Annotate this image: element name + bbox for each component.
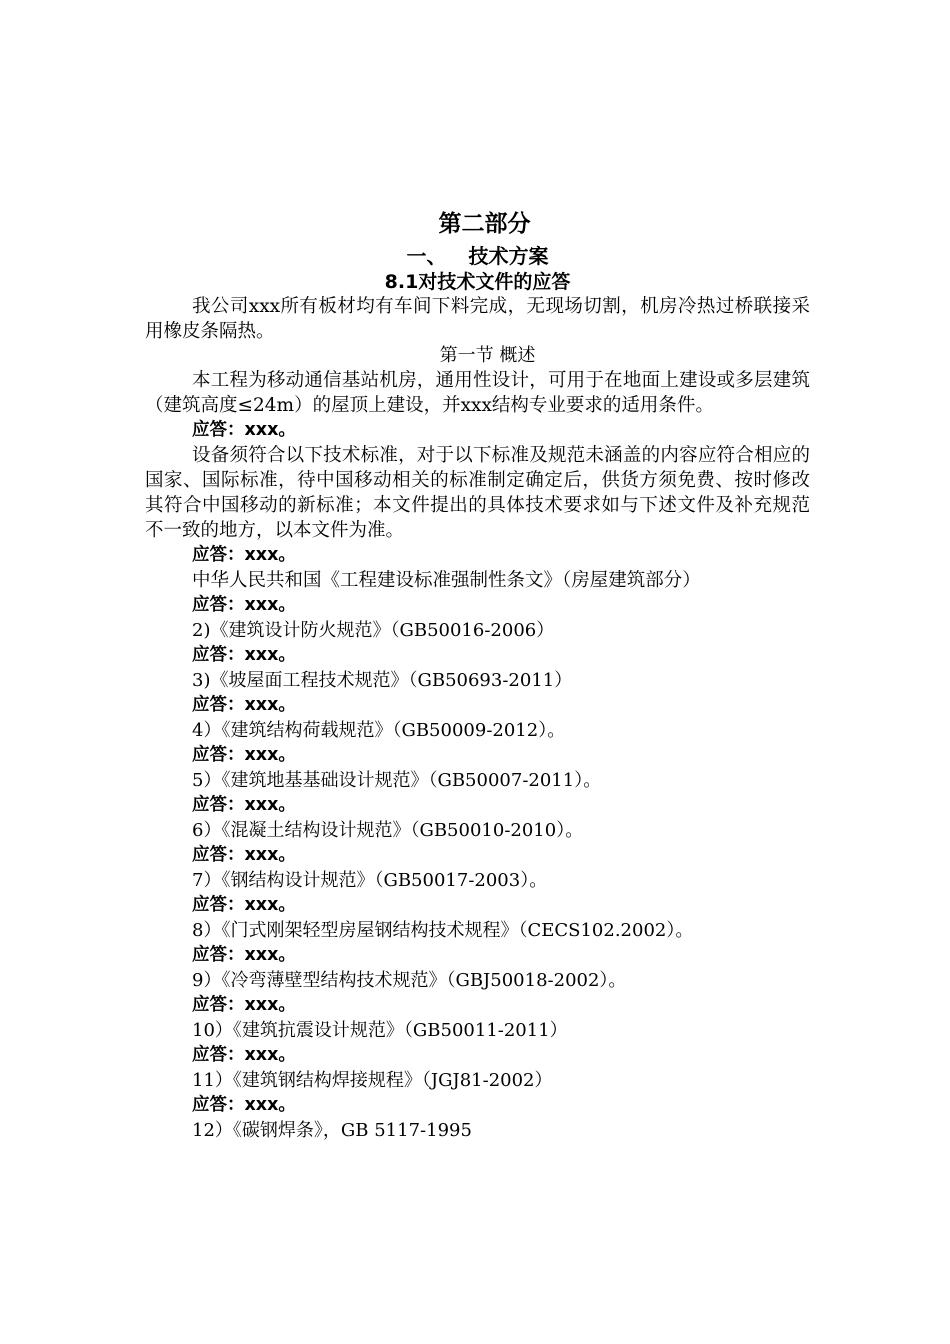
standard-item: 2)《建筑设计防火规范》（GB50016-2006）: [192, 620, 555, 641]
node-title: 第一节 概述: [439, 345, 536, 366]
intro-paragraph: 我公司xxx所有板材均有车间下料完成，无现场切割，机房冷热过桥联接采用橡皮条隔热。: [145, 296, 810, 342]
standard-item: 6）《混凝土结构设计规范》（GB50010-2010）。: [192, 820, 584, 841]
mandatory-provisions-paragraph: 中华人民共和国《工程建设标准强制性条文》（房屋建筑部分）: [192, 570, 701, 591]
answer-line: 应答：xxx。: [192, 895, 296, 915]
answer-line: 应答：xxx。: [192, 645, 296, 665]
answer-line: 应答：xxx。: [192, 595, 296, 615]
answer-line: 应答：xxx。: [192, 1095, 296, 1115]
answer-line: 应答：xxx。: [192, 795, 296, 815]
standards-paragraph: 设备须符合以下技术标准，对于以下标准及规范未涵盖的内容应符合相应的国家、国际标准，待中国移动相关的标准制定确定后，供货方须免费、按时修改其符合中国移动的新标准；本文件提出的具体技术要求如与下述文件及补充规范不一致的地方，以本文件为准。: [145, 445, 810, 541]
standard-item: 5）《建筑地基基础设计规范》（GB50007-2011）。: [192, 770, 602, 791]
document-body: [145, 206, 810, 1143]
standard-item: 4）《建筑结构荷载规范》（GB50009-2012）。: [192, 720, 566, 741]
section-title: [145, 242, 810, 270]
answer-line: 应答：xxx。: [192, 545, 296, 565]
overview-paragraph: 本工程为移动通信基站机房，通用性设计，可用于在地面上建设或多层建筑（建筑高度≤24m）的屋顶上建设，并xxx结构专业要求的适用条件。: [145, 370, 810, 416]
section-text: 技术方案: [468, 244, 549, 268]
section-number: 一、: [406, 244, 447, 268]
standard-item: 9）《冷弯薄壁型结构技术规范》（GBJ50018-2002）。: [192, 970, 627, 991]
answer-line: 应答：xxx。: [192, 945, 296, 965]
answer-line: 应答：xxx。: [192, 995, 296, 1015]
standard-item: 8）《门式刚架轻型房屋钢结构技术规程》（CECS102.2002）。: [192, 920, 694, 941]
answer-line: 应答：xxx。: [192, 1045, 296, 1065]
subsection-title: 8.1对技术文件的应答: [384, 271, 571, 293]
answer-line: 应答：xxx。: [192, 695, 296, 715]
standard-item: 10）《建筑抗震设计规范》（GB50011-2011）: [192, 1020, 568, 1041]
part-title: 第二部分: [438, 211, 531, 237]
answer-line: 应答：xxx。: [192, 845, 296, 865]
standard-item: 7）《钢结构设计规范》（GB50017-2003）。: [192, 870, 548, 891]
answer-line: 应答：xxx。: [192, 420, 296, 440]
standard-item: 12）《碳钢焊条》，GB 5117-1995: [192, 1120, 472, 1141]
standard-item: 3)《坡屋面工程技术规范》（GB50693-2011）: [192, 670, 573, 691]
standard-item: 11）《建筑钢结构焊接规程》（JGJ81-2002）: [192, 1070, 553, 1091]
answer-line: 应答：xxx。: [192, 745, 296, 765]
